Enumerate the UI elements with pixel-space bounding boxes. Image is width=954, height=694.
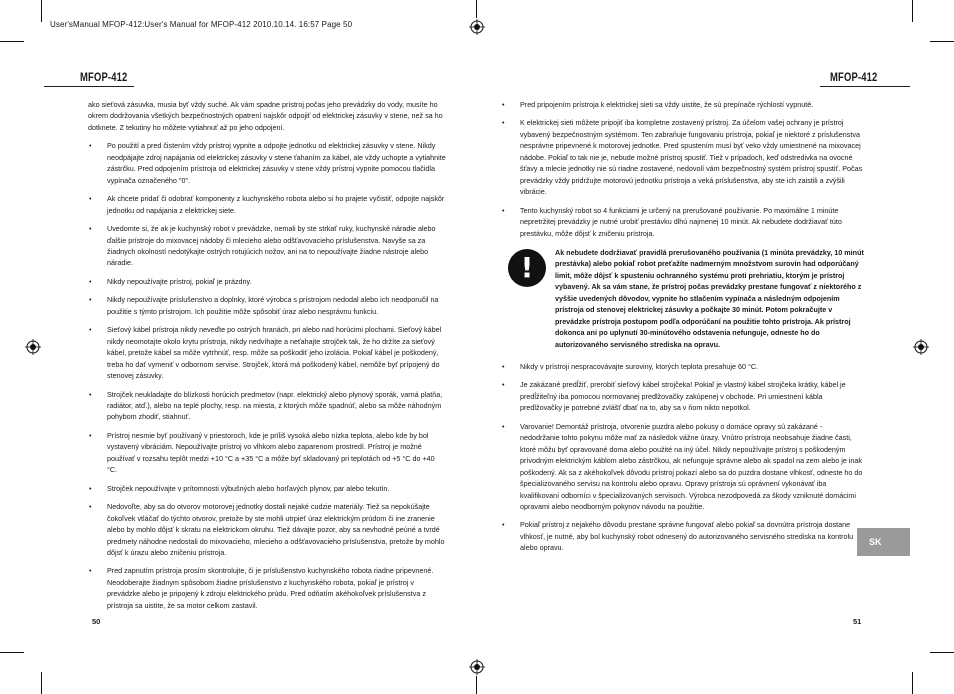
header-rule <box>44 86 134 87</box>
registration-mark-icon <box>913 339 929 355</box>
warning-text: Ak nebudete dodržiavať pravidlá prerušovaného používania (1 minúta prevádzky, 10 minút prestávka) alebo pokiaľ robot preťažíte nadmerným množstvom surovín had odporúčaný limit, môže dôjsť k spusteniu ochranného systému proti prehriatiu, ktorým je prístroj vybavený. Ak sa vám stane, že prístroj počas prevádzky prestane fungovať z niektorého z vyššie uvedených dôvodov, vypnite ho stlačením vypínača a následným odpojením prístroja od stenovej elektrickej zásuvky a počkajte 30 minút. Potom pokračujte v prevádzke prístroja postupom podľa odporúčaní na použitie tohto prístroja. Ak prístroj dokonca ani po uplynutí 30-minútového odstavenia nefunguje, odneste ho do autorizovaného servisného strediska na opravu. <box>555 248 864 349</box>
list-item-text: Sieťový kábel prístroja nikdy neveďte po ostrých hranách, pri alebo nad horúcimi plochami. Sieťový kábel nikdy neomotajte okolo krytu prístroja, nikdy nedvíhajte a neťahajte strojček tak, že ho držíte za sieťový kábel, pretože kábel sa môže vytrhnúť, resp. môže sa poškodiť jeho izolácia. Pokiaľ kábel je poškodený, treba ho dať vymeniť v odbornom servise. Strojček, ktorá má poškodený kábel, nemôže byť prípojený do stenovej zásuvky. <box>107 325 442 381</box>
list-item <box>88 430 446 476</box>
list-item <box>88 276 446 287</box>
list-item <box>501 379 863 413</box>
list-item-text: Nikdy v prístroji nespracovávajte suroviny, ktorých teplota presahuje 60 °C. <box>520 362 759 371</box>
list-item-text: Nedovoľte, aby sa do otvorov motorovej jednotky dostali nejaké cudzie materiály. Tiež sa nepokúšajte čokoľvek vtláčať do týchto otvorov, pretože by ste mohli utrpieť úraz elektrickým prúdom či ine zranenie alebo by mohlo dôjsť k skratu na elektrickom okruhu. Tiež dávajte pozor, aby sa nevhodné peúné a tvrdé predmety náhodne nedostali do mixovacieho, mlecieho a odšťavovacieho príslušenstva, pretože by mohlo dôjsť k úrazu alebo zničeniu prístroja. <box>107 502 445 557</box>
list-item-text: Nikdy nepoužívajte príslušenstvo a doplnky, ktoré výrobca s prístrojom nedodal alebo ich neodporučil na použitie s týmto prístrojom. Ich použitie môže spôsobiť úraz alebo nesprávnu funkciu. <box>107 295 439 316</box>
list-item <box>88 565 446 611</box>
list-item <box>88 324 446 381</box>
list-item-text: Prístroj nesmie byť používaný v priestoroch, kde je príliš vysoká alebo nízka teplota, alebo kde by bol vystavený vibráciám. Nepoužívajte prístroj vo vlhkom alebo zaparenom prostredí. Prístroj je možné používať v rozsahu teplôt medzi +10 °C a +35 °C a môže byť skladovaný pri teplotách od +5 °C do +40 °C. <box>107 430 435 475</box>
right-column-top <box>501 99 863 246</box>
page-model-title: MFOP-412 <box>830 72 878 84</box>
bullet-icon: • <box>89 295 92 305</box>
list-item-text: Je zakázané predĺžiť, prerobiť sieťový kábel strojčeka! Pokiaľ je vlastný kábel strojčeka krátky, kábel je predĺžiteľný iba pomocou normovanej predlžovačky zakúpenej v obchode. Pri umiestnení kábla predlžovačky je potrebné zvlášť dbať na to, aby sa v ňom nikto nepotkol. <box>520 380 846 413</box>
bullet-icon: • <box>89 325 92 335</box>
bullet-icon: • <box>89 389 92 399</box>
left-column-text <box>88 99 446 618</box>
list-item <box>88 223 446 269</box>
bullet-icon: • <box>502 100 505 109</box>
bullet-icon: • <box>89 224 92 234</box>
registration-mark-icon <box>469 19 485 35</box>
list-item <box>501 519 863 553</box>
bullet-icon: • <box>502 362 505 371</box>
bullet-icon: • <box>89 502 92 512</box>
print-slug: User'sManual MFOP-412:User's Manual for MFOP-412 2010.10.14. 16:57 Page 50 <box>50 20 353 29</box>
header-rule <box>820 86 910 87</box>
list-item <box>501 421 863 513</box>
bullet-icon: • <box>502 380 505 390</box>
list-item <box>501 361 863 372</box>
bullet-icon: • <box>89 483 92 493</box>
bullet-icon: • <box>89 141 92 151</box>
list-item-text: Pred zapnutím prístroja prosím skontrolujte, či je príslušenstvo kuchynského robota riadne pripevnené. Neodoberajte žiadnym spôsobom žiadne príslušenstvo z kuchynského robota, pokiaľ je prístroj v prevádzke alebo je pripojený k zdroju elektrického prúdu. Pred odňatím akéhokoľvek príslušenstva z prístroja sa uistite, že sa motor celkom zastavil. <box>107 566 434 610</box>
list-item-text: Tento kuchynský robot so 4 funkciami je určený na prerušované používanie. Po maximálne 1 minúte nepretržitej prevádzky je nutné urobiť prestávku dlhú najmenej 10 minút. Ak nebudete dodržiavať túto prestávku, môže dôjsť k zničeniu prístroja. <box>520 205 842 238</box>
list-item-text: Uvedomte si, že ak je kuchynský robot v prevádzke, nemali by ste strkať ruky, kuchynské náradie alebo ďalšie prístroje do mixovacej nádoby či mlecieho alebo odšťavovacieho príslušenstva. Navyše sa za žiadnych okolností nedotýkajte ostrých rotujúcich nožov, ani na to nepoužívajte žiadne nástroje alebo náradie. <box>107 224 436 268</box>
language-tab: SK <box>857 528 910 556</box>
list-item-text: Pred pripojením prístroja k elektrickej sieti sa vždy uistite, že sú prepínače rýchlostí vypnuté. <box>520 100 814 109</box>
list-item <box>88 483 446 494</box>
right-column-bottom <box>501 361 863 561</box>
right-bullet-list-top <box>501 99 863 239</box>
exclamation-icon: ! <box>508 249 546 287</box>
list-item <box>501 205 863 239</box>
list-item-text: Nikdy nepoužívajte prístroj, pokiaľ je prázdny. <box>107 276 252 286</box>
bullet-icon: • <box>502 520 505 530</box>
list-item-text: Pokiaľ prístroj z nejakého dôvodu prestane správne fungovať alebo pokiaľ sa dovnútra prístroja dostane vlhkosť, je nutné, aby bol kuchynský robot odnesený do autorizovaného servisného strediska na kontrolu alebo opravu. <box>520 520 854 553</box>
bullet-icon: • <box>89 430 92 440</box>
bullet-icon: • <box>89 194 92 204</box>
registration-mark-icon <box>469 659 485 675</box>
page-model-title: MFOP-412 <box>80 72 128 84</box>
list-item <box>501 99 863 110</box>
bullet-icon: • <box>502 205 505 215</box>
registration-mark-icon <box>25 339 41 355</box>
bullet-icon: • <box>89 566 92 576</box>
list-item <box>88 501 446 558</box>
intro-paragraph: ako sieťová zásuvka, musia byť vždy suché. Ak vám spadne prístroj počas jeho prevádzky do vody, musíte ho okrem dodržovania všetkých bezpečnostných opatrení najskôr odpojiť od elektrickej zásuvky v stene, než sa ho dotknete. Z tekutiny ho môžete vytiahnuť až po jeho odpojení. <box>88 100 443 132</box>
list-item-text: K elektrickej sieti môžete pripojiť iba kompletne zostavený prístroj. Za účelom vašej ochrany je prístroj vybavený bezpečnostným systémom. Ten zabraňuje fungovaniu prístroja, pokiaľ je niektoré z príslušenstva nesprávne pripevnené k motorovej jednotke. Pred spustením musí byť veko vždy umiestnené na mixovacej nádobe. Pokiaľ to tak nie je, nebude možné prístroj spustiť. Tiež v prípadoch, keď odstredivka na ovocné šťavy a mlecie jednotky nie sú riadne zostavené, nedovolí vám bezpečnostný systém prístroj spustiť. Počas prevádzky vždy pridržujte motorovú jednotku prístroja a veká príslušenstva, aby ste ich zaistili a zvýšili vibrácie. <box>520 118 863 197</box>
list-item-text: Strojček neukladajte do blízkosti horúcich predmetov (napr. elektrický alebo plynový sporák, varná platňa, radiátor, atď.), alebo na teplé plochy, resp. na miesta, z ktorých môže spadnúť, alebo sa môže náhodným pohybom zhodiť, stiahnuť. <box>107 389 443 422</box>
list-item-text: Po použití a pred čistením vždy prístroj vypnite a odpojte jednotku od elektrickej zásuvky v stene. Nikdy neodpájajte zdroj napájania od elektrickej zásuvky v stene ťahaním za kábel, ale vždy uchopte a vytiahnite zástrčku. Pred odpojením prístroja od elektrickej zásuvky v stene vždy prístroj vypnite pomocou tlačidla vypínača označeného "0". <box>107 141 446 185</box>
bullet-icon: • <box>502 421 505 431</box>
right-bullet-list-bottom <box>501 361 863 554</box>
page-number: 51 <box>853 617 862 626</box>
list-item-text: Varovanie! Demontáž prístroja, otvorenie puzdra alebo pokusy o domáce opravy sú zakázané - nedodržanie tohto pokynu môže mať za následok vážne úrazy. Vnútro prístroja neobsahuje žiadne časti, ktoré môžu byť opravované doma alebo použité na iný účel. Nikdy nepoužívajte prístroj s poškodeným prívodným elektrickým káblom alebo zástrčkou, ak nefunguje správne alebo ak spadol na zem alebo je inak poškodený. Ak sa z akéhokoľvek dôvodu prístroj pokazí alebo sa do puzdra dostane vlhkosť, odneste ho do špecializovaného servisu na kontrolu alebo opravu. Opravy prístroja sú oprávnení vykonávať iba kvalifikovaní odborníci v špecializovaných servisoch. Výrobca nezodpovedá za škody vzniknuté domácimi opravami alebo neodborným pokynov návodu na použitie. <box>520 421 863 511</box>
bullet-icon: • <box>502 118 505 128</box>
list-item <box>88 193 446 216</box>
list-item-text: Strojček nepoužívajte v prítomnosti výbušných alebo horľavých plynov, par alebo tekutín. <box>107 483 390 493</box>
list-item <box>501 117 863 197</box>
list-item <box>88 294 446 317</box>
list-item <box>88 389 446 423</box>
page-number: 50 <box>92 617 101 626</box>
list-item-text: Ak chcete pridať či odobrať komponenty z kuchynského robota alebo si ho prajete vyčistiť, odpojte najskôr jednotku od napájania z elektrickej siete. <box>107 194 445 215</box>
bullet-icon: • <box>89 276 92 286</box>
left-bullet-list <box>88 140 446 611</box>
list-item <box>88 140 446 186</box>
